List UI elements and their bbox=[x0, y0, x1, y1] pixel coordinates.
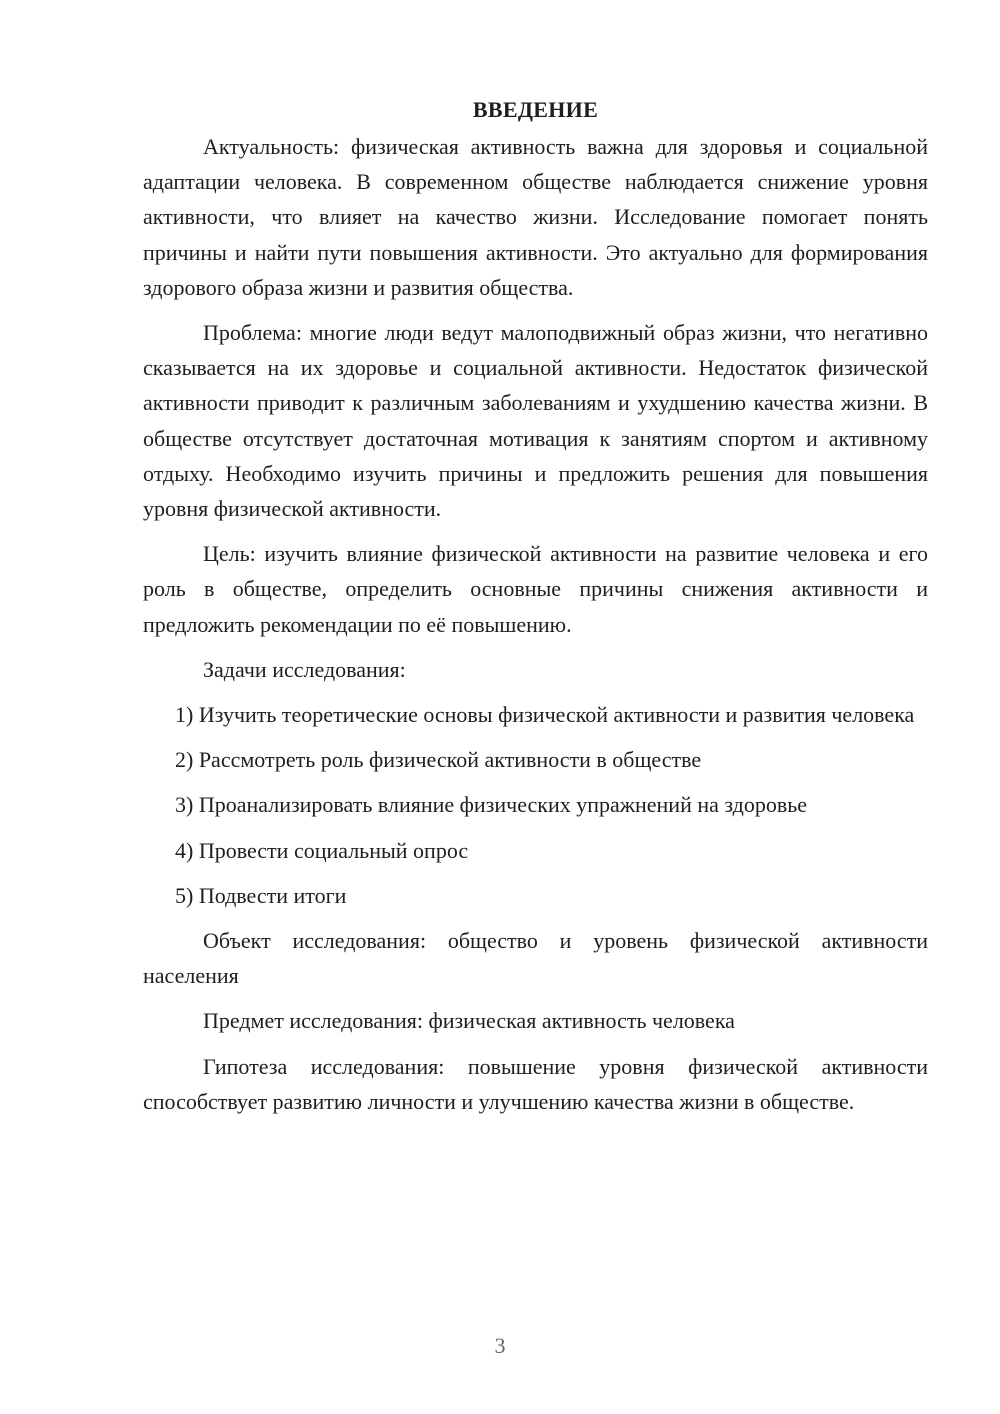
relevance-paragraph: Актуальность: физическая активность важна для здоровья и социальной адаптации человека. В современном обществе наблюдается снижение уровня активности, что влияет на качество жизни. Исследование помогает понять причины и найти пути повышения активности. Это актуально для формирования здорового образа жизни и развития общества. bbox=[143, 134, 928, 300]
task-item-4: 4) Провести социальный опрос bbox=[175, 837, 469, 863]
task-item-3: 3) Проанализировать влияние физических упражнений на здоровье bbox=[175, 792, 808, 818]
task-item-2: 2) Рассмотреть роль физической активности в обществе bbox=[175, 747, 702, 773]
tasks-heading: Задачи исследования: bbox=[203, 656, 406, 682]
subject-paragraph: Предмет исследования: физическая активность человека bbox=[203, 1008, 735, 1034]
section-heading: ВВЕДЕНИЕ bbox=[472, 97, 599, 122]
task-item-1: 1) Изучить теоретические основы физической активности и развития человека bbox=[175, 702, 915, 728]
goal-paragraph: Цель: изучить влияние физической активности на развитие человека и его роль в обществе, определить основные причины снижения активности и предложить рекомендации по её повышению. bbox=[143, 541, 928, 637]
task-item-5: 5) Подвести итоги bbox=[175, 882, 347, 908]
object-paragraph: Объект исследования: общество и уровень физической активности населения bbox=[143, 928, 928, 989]
hypothesis-paragraph: Гипотеза исследования: повышение уровня физической активности способствует развитию личности и улучшению качества жизни в обществе. bbox=[143, 1053, 928, 1114]
problem-paragraph: Проблема: многие люди ведут малоподвижный образ жизни, что негативно сказывается на их здоровье и социальной активности. Недостаток физической активности приводит к различным заболеваниям и ухудшению качества жизни. В обществе отсутствует достаточная мотивация к занятиям спортом и активному отдыху. Необходимо изучить причины и предложить решения для повышения уровня физической активности. bbox=[143, 320, 928, 522]
document-body bbox=[143, 95, 928, 1129]
page-number: 3 bbox=[494, 1333, 506, 1358]
